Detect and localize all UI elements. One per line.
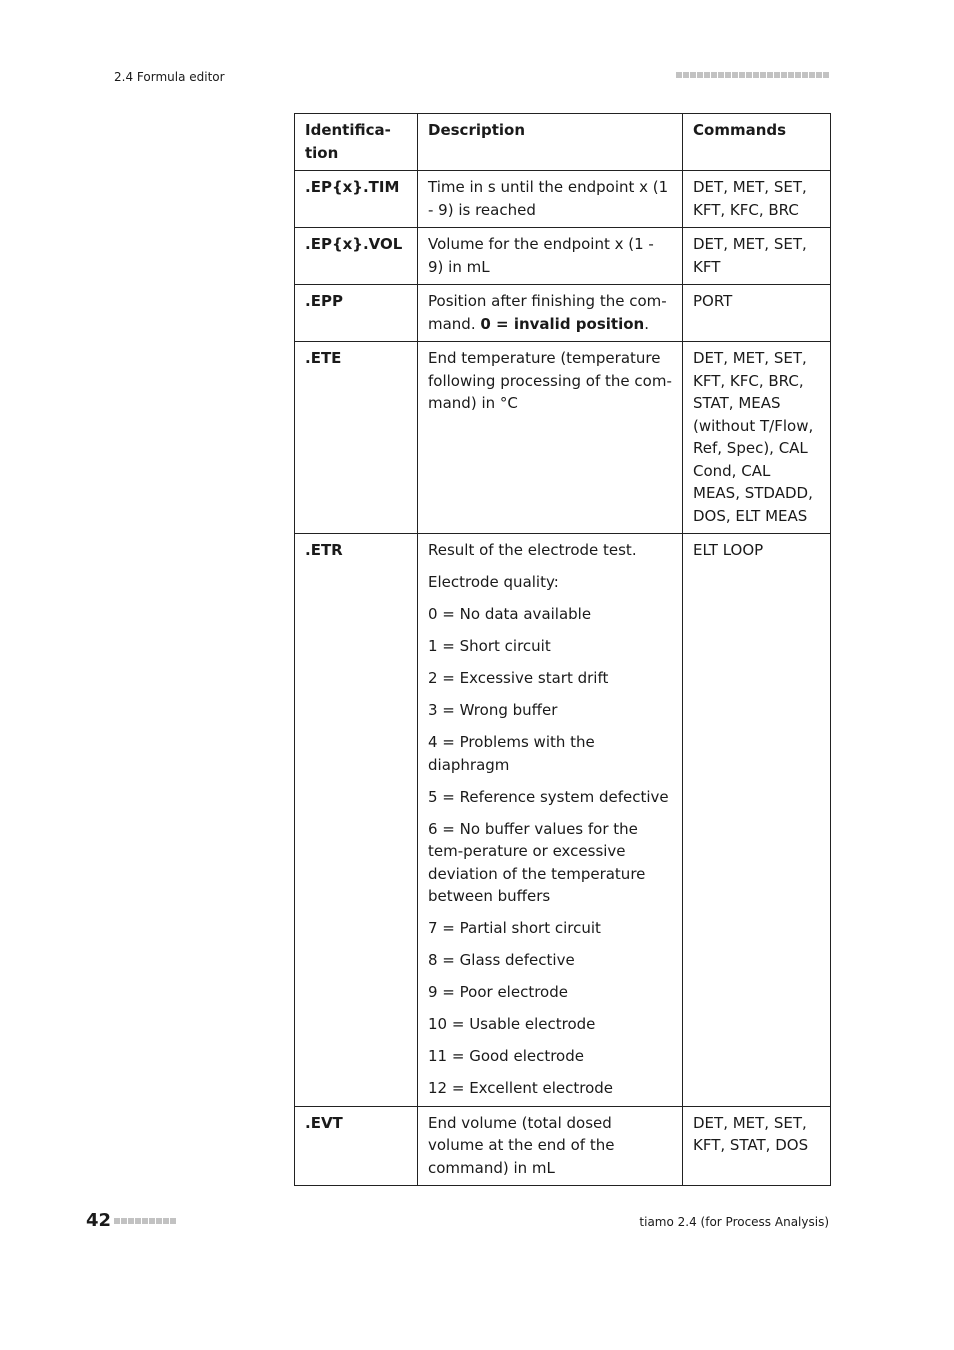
dot-square: [746, 72, 752, 78]
row-commands: DET, MET, SET, KFT, KFC, BRC: [683, 171, 831, 228]
dot-square: [697, 72, 703, 78]
description-text: Time in s until the endpoint x (1 - 9) is reached: [428, 178, 669, 219]
dot-square: [683, 72, 689, 78]
dot-square: [704, 72, 710, 78]
table-row: [295, 285, 831, 342]
description-paragraph: 3 = Wrong buffer: [428, 701, 558, 719]
dot-square: [718, 72, 724, 78]
description-text: Volume for the endpoint x (1 - 9) in mL: [428, 235, 654, 276]
identification-table: [294, 113, 831, 1186]
description-paragraph: 0 = No data available: [428, 605, 592, 623]
footer-decoration: [114, 1218, 176, 1224]
row-identification: .EPP: [295, 285, 418, 342]
row-identification: .EP{x}.VOL: [295, 228, 418, 285]
description-paragraph: 7 = Partial short circuit: [428, 919, 601, 937]
page-number: 42: [86, 1210, 112, 1231]
description-text-end: .: [644, 314, 649, 333]
dot-square: [135, 1218, 141, 1224]
dot-square: [816, 72, 822, 78]
row-description: [418, 228, 683, 285]
dot-square: [711, 72, 717, 78]
row-commands: DET, MET, SET, KFT, STAT, DOS: [683, 1106, 831, 1186]
row-identification: .EP{x}.TIM: [295, 171, 418, 228]
dot-square: [809, 72, 815, 78]
dot-square: [114, 1218, 120, 1224]
row-identification: .EVT: [295, 1106, 418, 1186]
description-paragraph: 4 = Problems with the diaphragm: [428, 733, 595, 774]
dot-square: [690, 72, 696, 78]
description-paragraph: 2 = Excessive start drift: [428, 669, 609, 687]
header-decoration: [676, 72, 829, 78]
description-paragraph: 5 = Reference system defective: [428, 787, 669, 806]
row-description: [418, 342, 683, 534]
dot-square: [121, 1218, 127, 1224]
dot-square: [774, 72, 780, 78]
table-row: [295, 342, 831, 534]
table-row: [295, 228, 831, 285]
dot-square: [795, 72, 801, 78]
description-text: Position after finishing the com-mand.: [428, 292, 667, 333]
dot-square: [725, 72, 731, 78]
dot-square: [156, 1218, 162, 1224]
row-description: [418, 171, 683, 228]
dot-square: [149, 1218, 155, 1224]
description-paragraph: 1 = Short circuit: [428, 637, 551, 655]
column-header-identification: Identifica-tion: [295, 114, 418, 171]
dot-square: [788, 72, 794, 78]
product-name: tiamo 2.4 (for Process Analysis): [639, 1215, 829, 1229]
dot-square: [767, 72, 773, 78]
dot-square: [732, 72, 738, 78]
table-row: [295, 1106, 831, 1186]
dot-square: [142, 1218, 148, 1224]
dot-square: [676, 72, 682, 78]
dot-square: [760, 72, 766, 78]
row-description: [418, 285, 683, 342]
description-paragraph: 11 = Good electrode: [428, 1047, 584, 1065]
row-identification: .ETR: [295, 534, 418, 1107]
description-paragraph: 6 = No buffer values for the tem-perature or excessive deviation of the temperature between buffers: [428, 819, 646, 905]
row-identification: .ETE: [295, 342, 418, 534]
dot-square: [739, 72, 745, 78]
table-row: [295, 534, 831, 1107]
table-row: [295, 171, 831, 228]
description-paragraph: 12 = Excellent electrode: [428, 1079, 613, 1097]
row-description: [418, 534, 683, 1107]
row-commands: DET, MET, SET, KFT, KFC, BRC, STAT, MEAS (without T/Flow, Ref, Spec), CAL Cond, CAL MEAS, STDADD, DOS, ELT MEAS: [683, 342, 831, 534]
dot-square: [802, 72, 808, 78]
table-header-row: [295, 114, 831, 171]
dot-square: [163, 1218, 169, 1224]
dot-square: [823, 72, 829, 78]
description-paragraph: 9 = Poor electrode: [428, 983, 568, 1001]
description-text: End temperature (temperature following processing of the com-mand) in °C: [428, 349, 672, 412]
description-text: End volume (total dosed volume at the end of the command) in mL: [428, 1113, 615, 1177]
row-description: [418, 1106, 683, 1186]
row-commands: PORT: [683, 285, 831, 342]
section-title: 2.4 Formula editor: [114, 70, 225, 84]
description-paragraph: Result of the electrode test.: [428, 541, 637, 559]
dot-square: [128, 1218, 134, 1224]
dot-square: [753, 72, 759, 78]
description-emphasis: 0 = invalid position: [480, 314, 645, 333]
column-header-description: Description: [418, 114, 683, 171]
dot-square: [781, 72, 787, 78]
description-paragraph: 10 = Usable electrode: [428, 1015, 596, 1033]
description-paragraph: Electrode quality:: [428, 573, 559, 591]
row-commands: ELT LOOP: [683, 534, 831, 1107]
description-paragraph: 8 = Glass defective: [428, 951, 575, 969]
row-commands: DET, MET, SET, KFT: [683, 228, 831, 285]
dot-square: [170, 1218, 176, 1224]
column-header-commands: Commands: [683, 114, 831, 171]
